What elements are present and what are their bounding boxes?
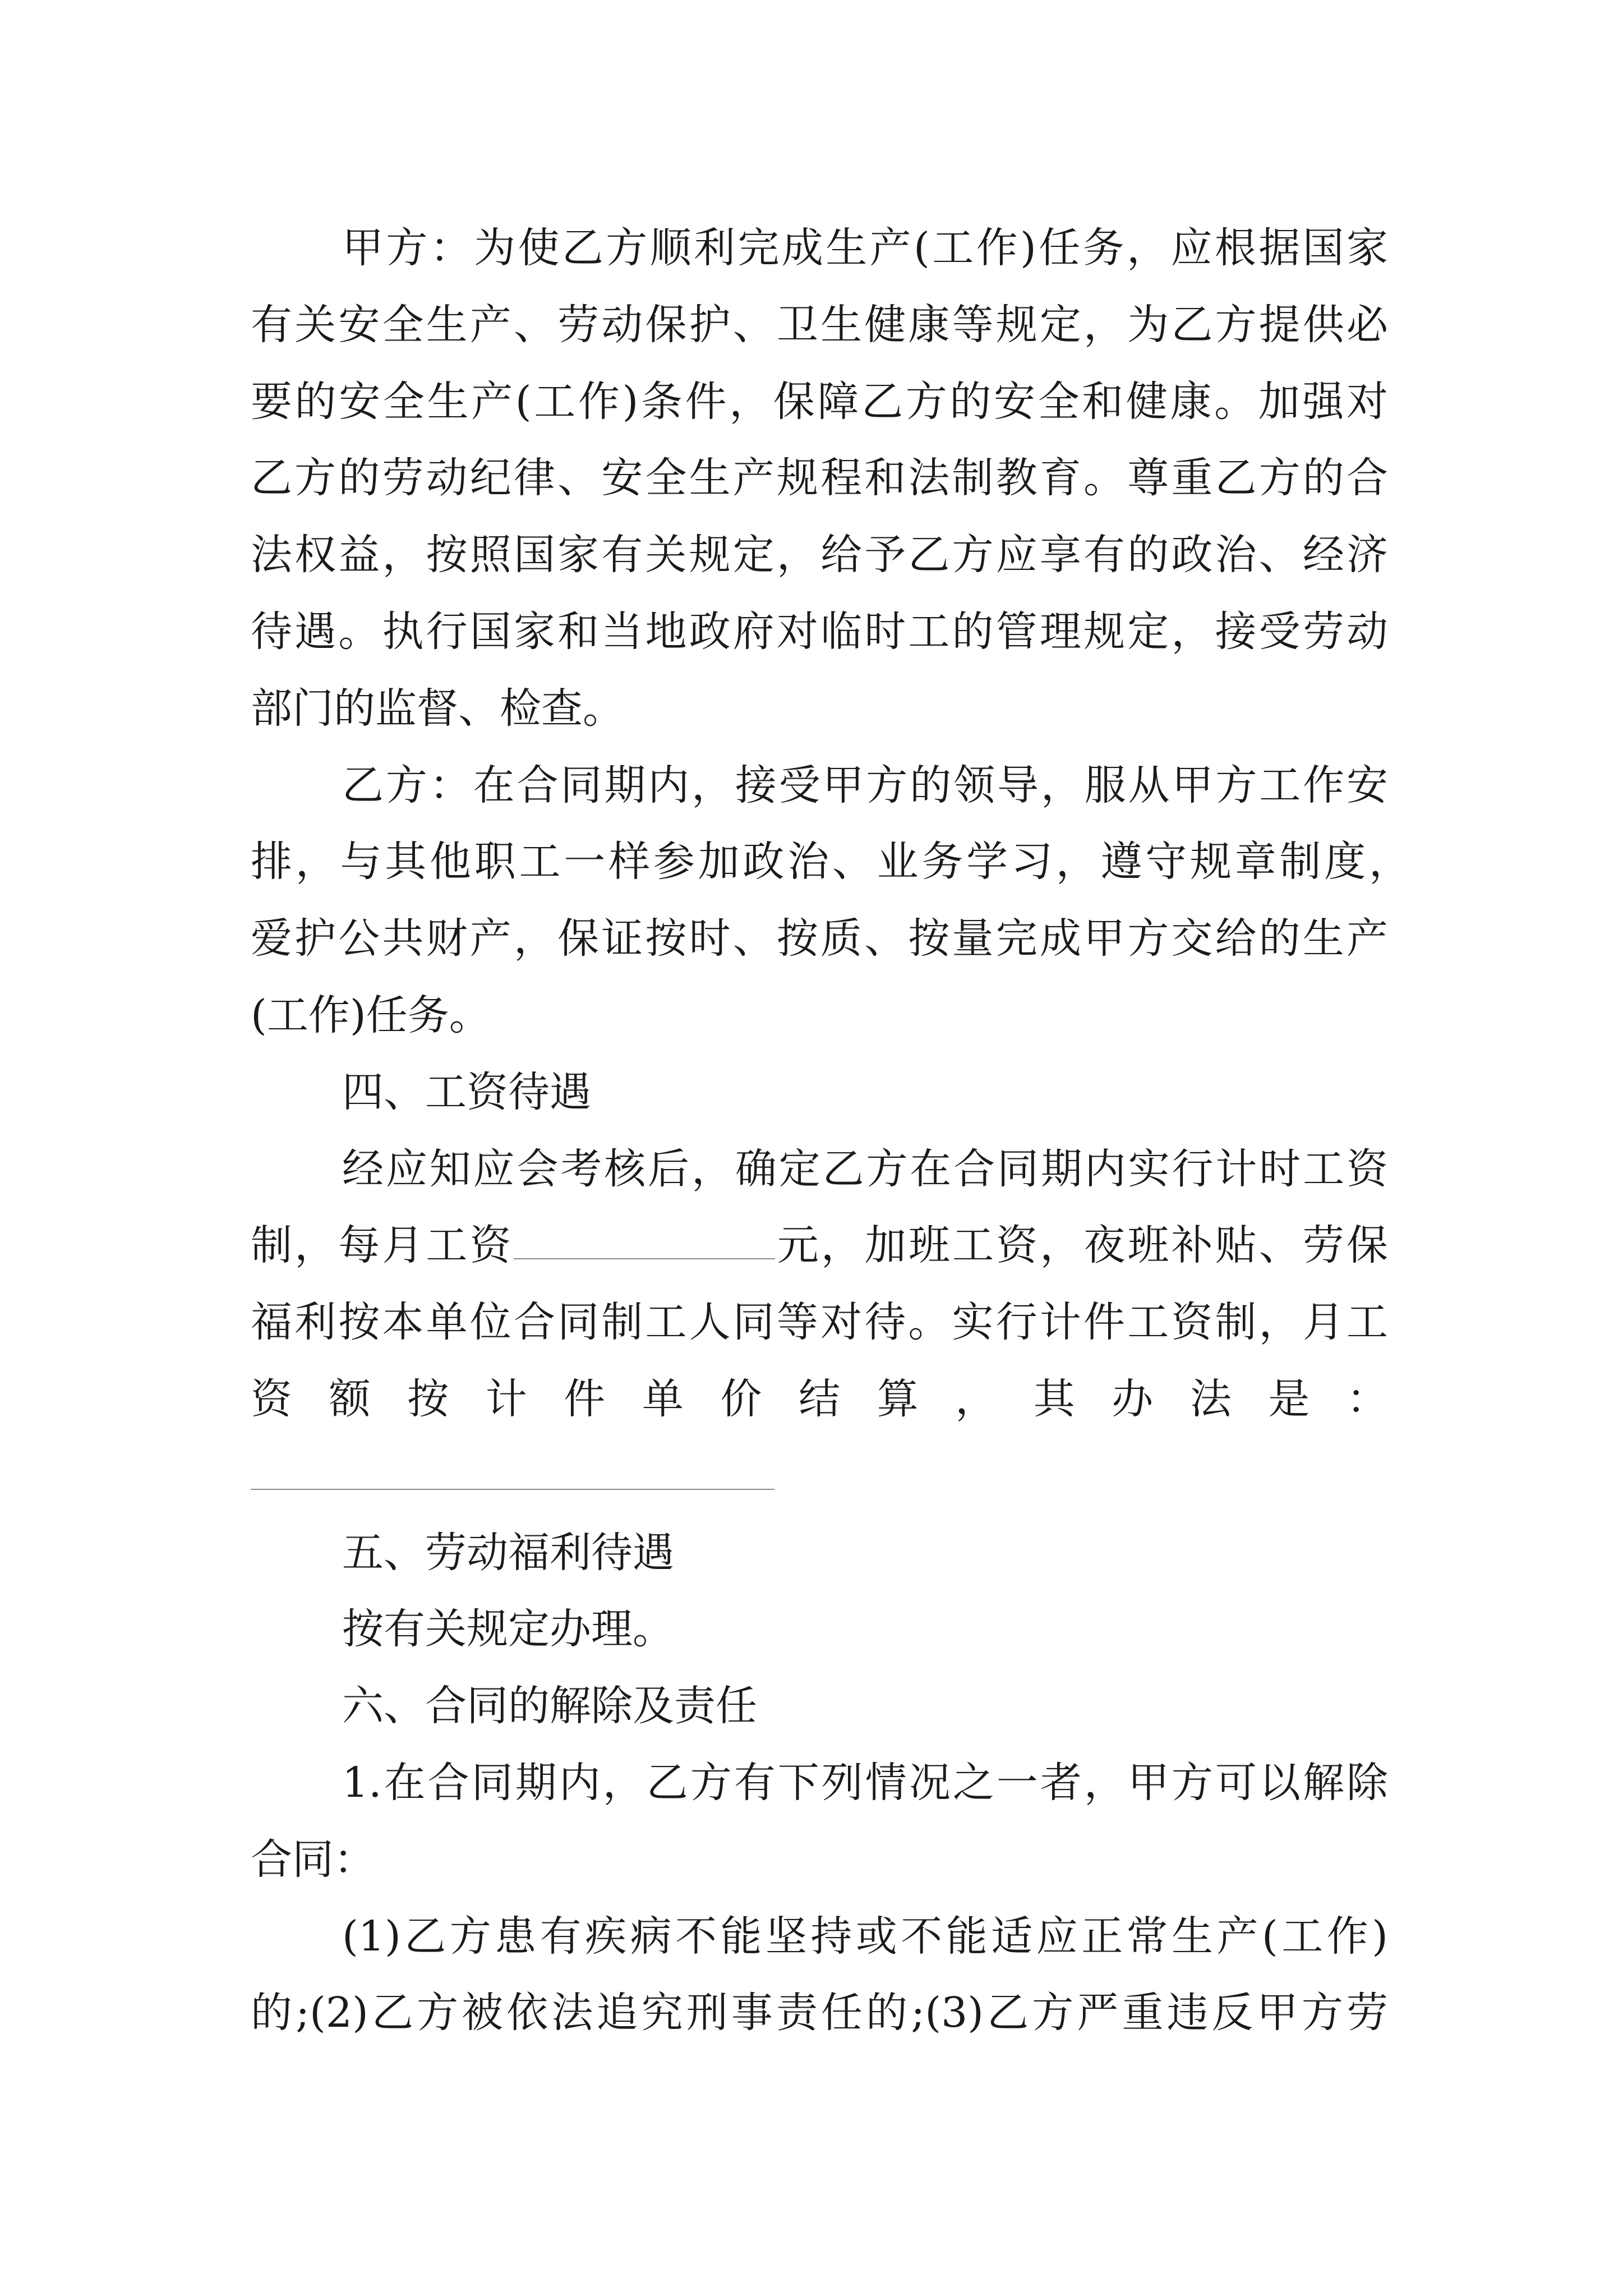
termination-item-line: 1.在合同期内，乙方有下列情况之一者，甲方可以解除	[342, 1758, 1388, 1807]
termination-sub-item-line: (1)乙方患有疾病不能坚持或不能适应正常生产(工作)	[342, 1912, 1388, 1961]
salary-suffix: 元，加班工资，夜班补贴、劳保	[774, 1221, 1389, 1270]
contract-text	[251, 210, 1410, 2051]
wages-line: 经应知应会考核后，确定乙方在合同期内实行计时工资	[342, 1144, 1388, 1193]
party-a-line: 法权益，按照国家有关规定，给予乙方应享有的政治、经济	[251, 531, 1388, 579]
wages-salary-line	[251, 1207, 1388, 1284]
termination-sub-item-line: 的;(2)乙方被依法追究刑事责任的;(3)乙方严重违反甲方劳	[251, 1989, 1388, 2037]
party-a-line: 部门的监督、检查。	[251, 684, 624, 733]
method-blank-line	[251, 1438, 1388, 1515]
party-b-line: 爱护公共财产，保证按时、按质、按量完成甲方交给的生产	[251, 914, 1388, 963]
section-heading-termination: 六、合同的解除及责任	[342, 1682, 757, 1731]
salary-blank	[514, 1225, 775, 1259]
party-a-line: 甲方：为使乙方顺利完成生产(工作)任务，应根据国家	[342, 224, 1388, 272]
party-b-line: 排，与其他职工一样参加政治、业务学习，遵守规章制度，	[251, 838, 1410, 886]
party-b-line: (工作)任务。	[251, 991, 491, 1039]
section-heading-welfare: 五、劳动福利待遇	[342, 1528, 674, 1577]
wages-line: 福利按本单位合同制工人同等对待。实行计件工资制，月工	[251, 1298, 1388, 1347]
section-heading-wages: 四、工资待遇	[342, 1068, 591, 1116]
party-a-line: 有关安全生产、劳动保护、卫生健康等规定，为乙方提供必	[251, 300, 1388, 349]
party-b-line: 乙方：在合同期内，接受甲方的领导，服从甲方工作安	[342, 761, 1388, 809]
party-a-line: 待遇。执行国家和当地政府对临时工的管理规定，接受劳动	[251, 607, 1388, 656]
termination-item-line: 合同：	[251, 1835, 375, 1884]
party-a-line: 乙方的劳动纪律、安全生产规程和法制教育。尊重乙方的合	[251, 454, 1388, 503]
party-a-line: 要的安全生产(工作)条件，保障乙方的安全和健康。加强对	[251, 377, 1388, 426]
wages-line: 资额按计件单价结算，其办法是：	[251, 1374, 1388, 1423]
welfare-body: 按有关规定办理。	[342, 1605, 674, 1654]
salary-label: 制，每月工资	[251, 1221, 514, 1270]
method-blank	[251, 1455, 774, 1490]
